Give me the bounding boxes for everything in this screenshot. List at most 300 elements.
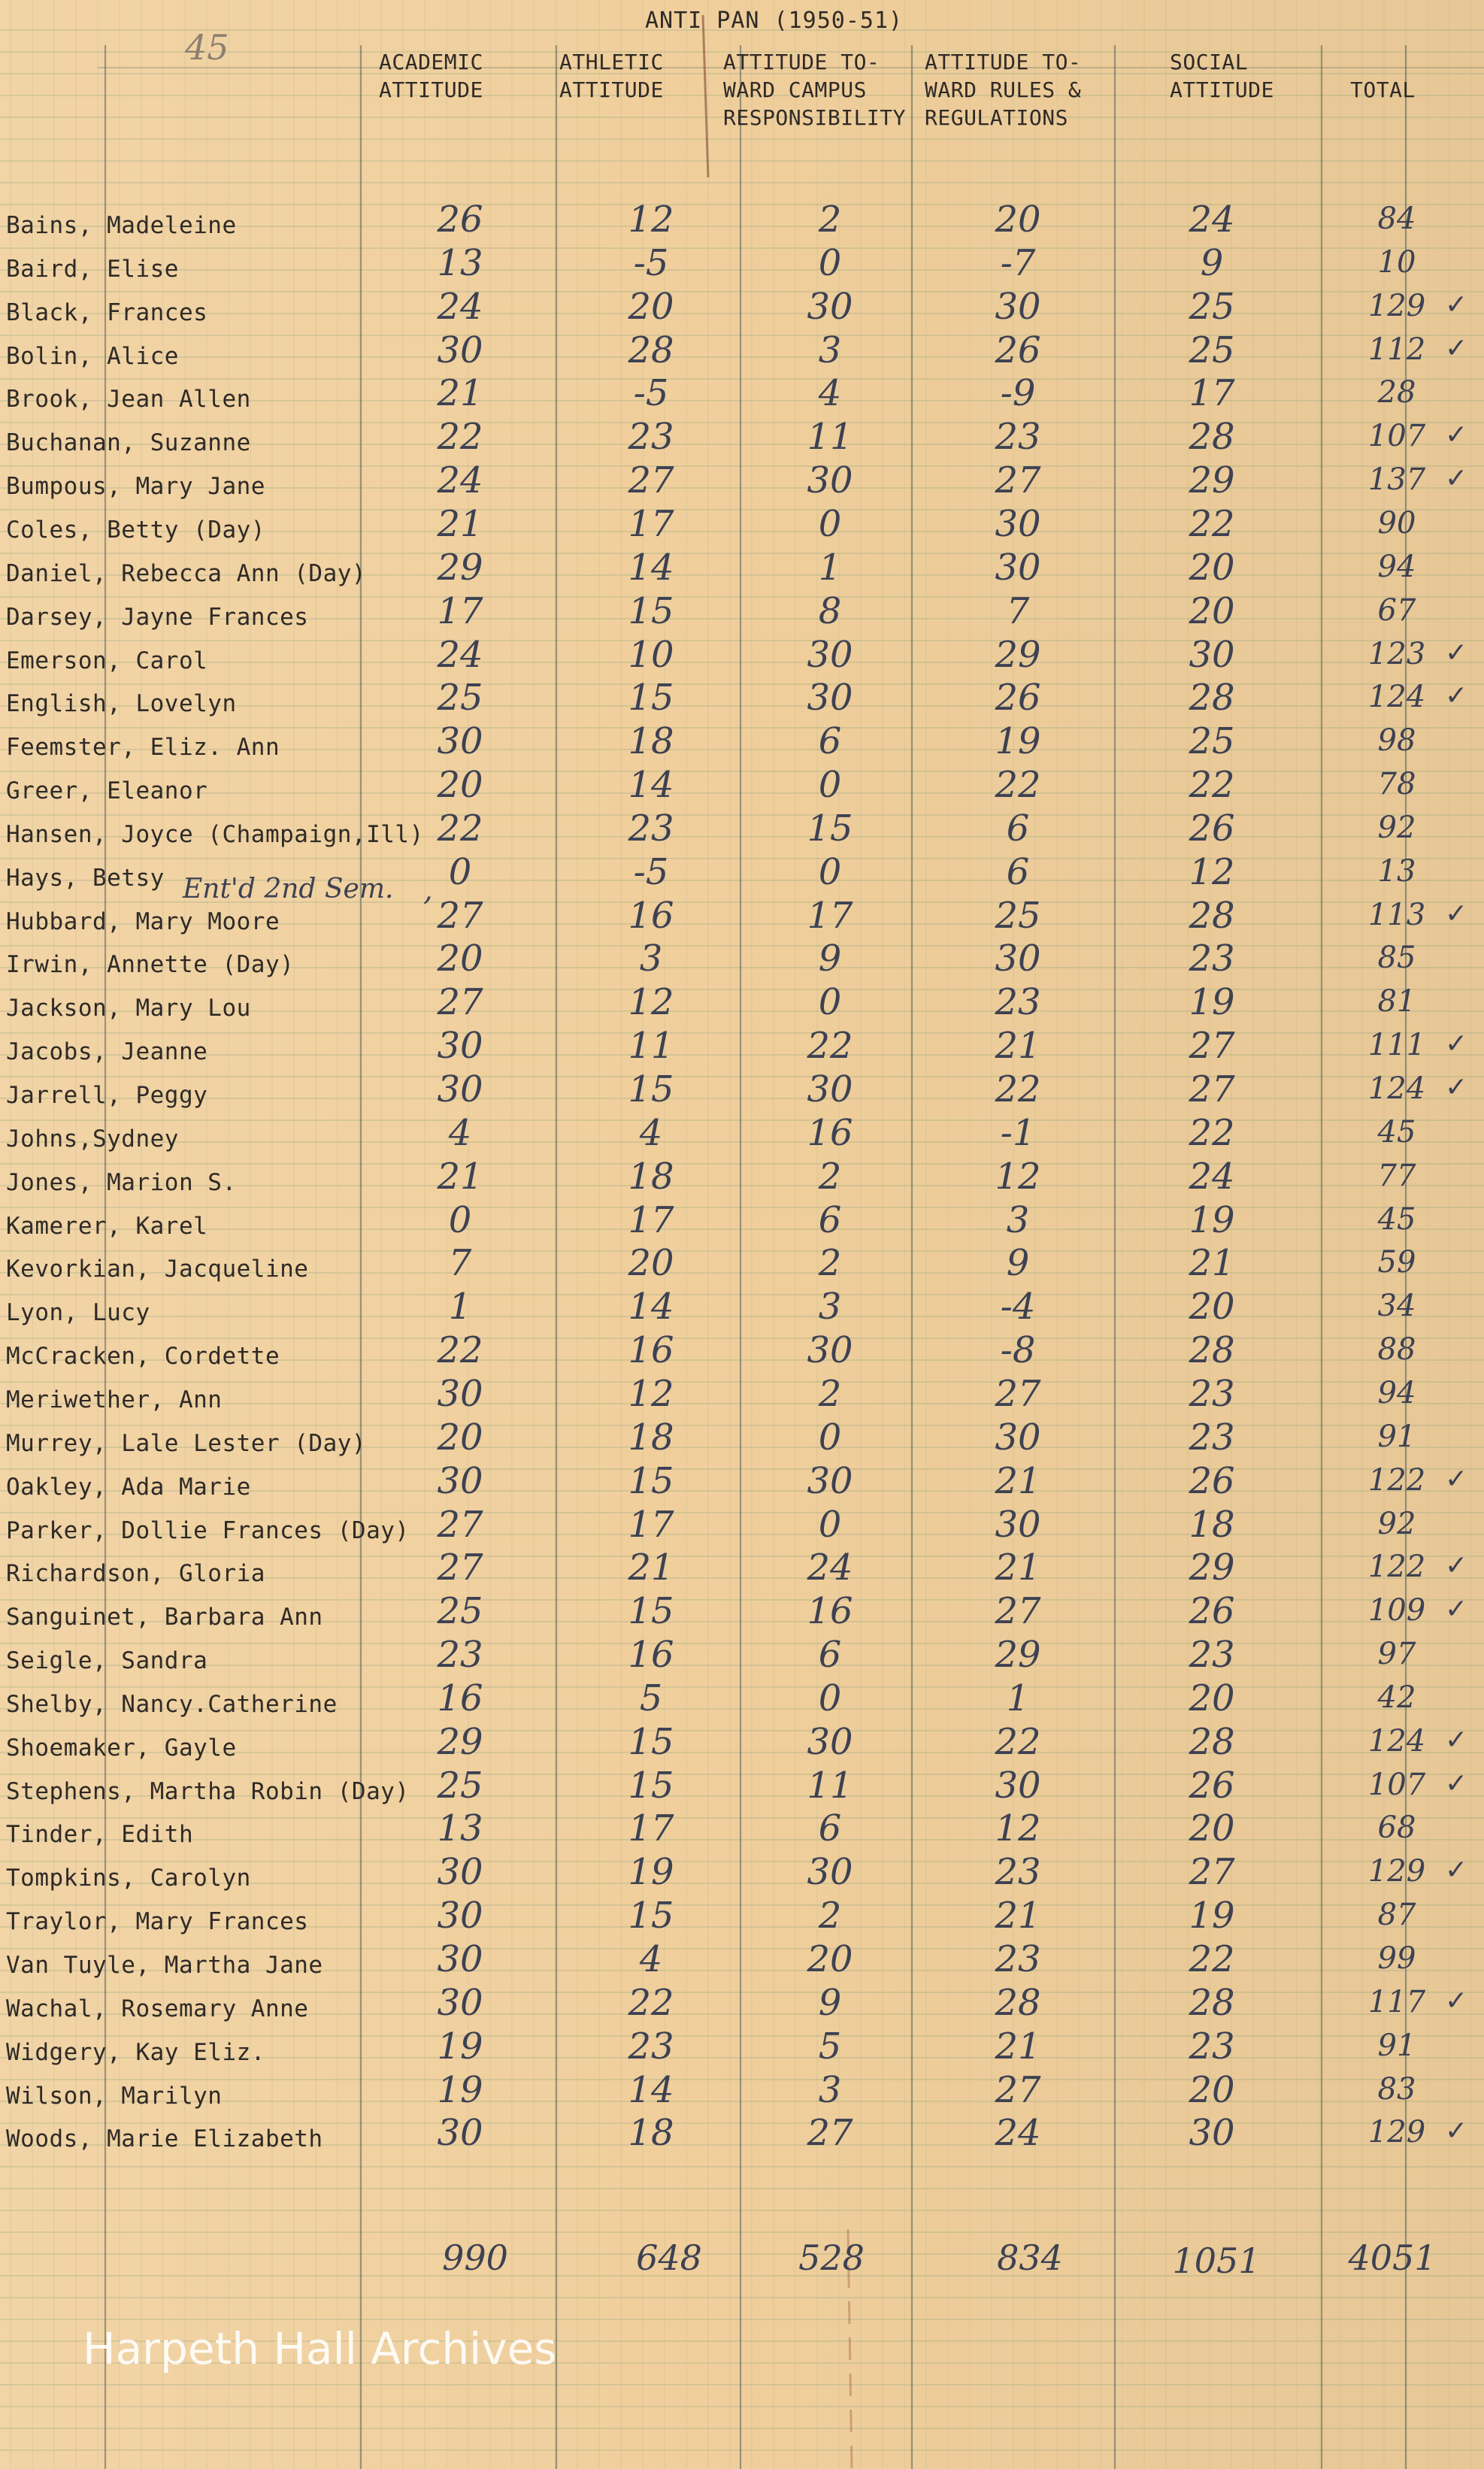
score-social: 23 [1189,2025,1235,2068]
score-athletic: 28 [628,329,674,371]
check-mark: ✓ [1445,1463,1468,1494]
score-total: 94 [1377,549,1416,584]
score-social: 22 [1189,1111,1235,1154]
check-mark: ✓ [1445,680,1468,711]
score-rules: 6 [1006,850,1030,893]
student-name: Bolin, Alice [6,342,179,370]
score-campus: 6 [818,720,842,763]
hays-entry-note: Ent'd 2nd Sem. [183,874,394,904]
check-mark: ✓ [1445,1072,1468,1102]
score-total: 85 [1377,941,1416,976]
check-mark: ✓ [1445,2116,1468,2146]
total-athletic: 648 [636,2237,702,2278]
score-campus: 30 [807,1851,853,1894]
student-name: English, Lovelyn [6,690,237,718]
score-athletic: 20 [628,1242,674,1285]
score-total: 124 [1367,1723,1426,1759]
score-rules: 23 [995,416,1041,459]
score-athletic: 27 [628,459,674,502]
score-athletic: 16 [628,894,674,937]
score-total: 90 [1377,505,1416,541]
score-campus: 9 [818,1981,842,2024]
score-social: 28 [1189,1329,1235,1372]
archive-watermark: Harpeth Hall Archives [83,2323,557,2374]
check-mark: ✓ [1445,1550,1468,1581]
score-academic: 30 [437,1025,483,1068]
score-athletic: 3 [639,938,663,980]
student-name: Brook, Jean Allen [6,386,251,414]
score-athletic: 17 [628,1198,674,1241]
score-total: 87 [1377,1898,1416,1933]
student-name: Feemster, Eliz. Ann [6,734,280,762]
total-campus: 528 [798,2237,865,2278]
score-social: 20 [1189,1286,1235,1328]
score-rules: 22 [995,764,1041,807]
score-campus: 2 [818,1372,842,1415]
score-rules: 3 [1006,1198,1030,1241]
student-name: Stephens, Martha Robin (Day) [6,1777,410,1805]
check-mark: ✓ [1445,1985,1468,2016]
score-athletic: 18 [628,2112,674,2155]
student-name: Van Tuyle, Martha Jane [6,1952,323,1979]
score-total: 34 [1377,1289,1416,1324]
score-campus: 2 [818,198,842,241]
score-academic: 16 [437,1677,483,1719]
score-total: 109 [1367,1593,1426,1628]
score-athletic: 23 [628,2025,674,2068]
score-campus: 0 [818,1677,842,1719]
score-social: 24 [1189,1155,1235,1198]
score-academic: 30 [437,2112,483,2155]
score-athletic: 15 [628,677,674,719]
score-campus: 8 [818,589,842,632]
score-athletic: 18 [628,720,674,763]
score-academic: 30 [437,1068,483,1110]
score-social: 24 [1189,198,1235,241]
student-name: Jarrell, Peggy [6,1082,208,1109]
score-athletic: 14 [628,764,674,807]
score-social: 23 [1189,1634,1235,1677]
page-number: 45 [185,27,229,68]
header-campus: ATTITUDE TO- WARD CAMPUS RESPONSIBILITY [723,50,907,130]
student-name: Oakley, Ada Marie [6,1473,251,1501]
score-campus: 3 [818,1286,842,1328]
total-grand: 4051 [1348,2237,1437,2278]
score-academic: 30 [437,1981,483,2024]
score-campus: 16 [807,1590,853,1633]
check-mark: ✓ [1445,1768,1468,1798]
score-athletic: 10 [628,633,674,676]
student-name: Kevorkian, Jacqueline [6,1256,309,1283]
score-social: 28 [1189,416,1235,459]
score-social: 19 [1189,1895,1235,1937]
score-total: 117 [1367,1984,1426,2019]
score-social: 29 [1189,459,1235,502]
score-campus: 30 [807,1068,853,1110]
score-social: 28 [1189,1720,1235,1763]
score-social: 25 [1189,285,1235,328]
score-academic: 30 [437,1851,483,1894]
score-total: 98 [1377,723,1416,759]
score-rules: -4 [1000,1286,1036,1328]
score-athletic: 21 [628,1547,674,1589]
check-mark: ✓ [1445,1594,1468,1625]
score-academic: 22 [437,1329,483,1372]
student-name: Jackson, Mary Lou [6,995,251,1022]
score-social: 20 [1189,2068,1235,2111]
score-social: 17 [1189,372,1235,415]
student-name: Woods, Marie Elizabeth [6,2125,323,2153]
total-social: 1051 [1172,2240,1261,2281]
student-name: Bains, Madeleine [6,212,237,239]
student-name: Black, Frances [6,298,208,326]
score-campus: 30 [807,633,853,676]
score-social: 20 [1189,1677,1235,1719]
student-name: Lyon, Lucy [6,1299,150,1327]
score-total: 97 [1377,1637,1416,1672]
student-name: Jones, Marion S. [6,1168,237,1196]
score-academic: 17 [437,589,483,632]
score-rules: 22 [995,1720,1041,1763]
score-rules: 22 [995,1068,1041,1110]
score-total: 42 [1377,1680,1416,1715]
check-mark: ✓ [1445,898,1468,929]
score-campus: 5 [818,2025,842,2068]
score-athletic: 15 [628,589,674,632]
score-campus: 0 [818,981,842,1024]
score-rules: 12 [995,1807,1041,1850]
score-social: 26 [1189,807,1235,850]
score-athletic: 15 [628,1895,674,1937]
check-mark: ✓ [1445,332,1468,363]
score-athletic: 14 [628,1286,674,1328]
score-rules: 1 [1006,1677,1030,1719]
score-rules: 7 [1006,589,1030,632]
score-rules: 26 [995,329,1041,371]
score-social: 22 [1189,1938,1235,1980]
score-rules: 19 [995,720,1041,763]
score-academic: 26 [437,198,483,241]
score-athletic: 23 [628,807,674,850]
score-total: 122 [1367,1462,1426,1498]
score-total: 112 [1367,332,1426,367]
score-academic: 21 [437,502,483,545]
score-campus: 22 [807,1025,853,1068]
score-academic: 13 [437,1807,483,1850]
score-campus: 1 [818,546,842,589]
score-academic: 22 [437,416,483,459]
check-mark: ✓ [1445,289,1468,320]
student-name: Emerson, Carol [6,647,208,674]
score-academic: 27 [437,1547,483,1589]
score-campus: 0 [818,502,842,545]
score-academic: 30 [437,720,483,763]
score-campus: 3 [818,2068,842,2111]
score-academic: 0 [448,1198,472,1241]
score-social: 23 [1189,1416,1235,1459]
score-campus: 2 [818,1242,842,1285]
score-total: 92 [1377,1506,1416,1541]
student-name: Darsey, Jayne Frances [6,603,309,631]
score-campus: 20 [807,1938,853,1980]
score-social: 23 [1189,1372,1235,1415]
score-social: 27 [1189,1851,1235,1894]
score-rules: 21 [995,1547,1041,1589]
header-academic: ACADEMIC ATTITUDE [379,50,483,102]
student-name: Coles, Betty (Day) [6,516,265,544]
score-rules: 30 [995,1416,1041,1459]
score-social: 28 [1189,1981,1235,2024]
student-name: Murrey, Lale Lester (Day) [6,1429,367,1457]
student-name: Meriwether, Ann [6,1386,223,1413]
score-athletic: 12 [628,198,674,241]
score-rules: 6 [1006,807,1030,850]
score-athletic: 4 [639,1938,663,1980]
score-campus: 30 [807,459,853,502]
score-social: 26 [1189,1764,1235,1807]
student-name: Hubbard, Mary Moore [6,907,280,935]
score-total: 59 [1377,1245,1416,1280]
score-academic: 24 [437,285,483,328]
score-rules: 21 [995,1025,1041,1068]
score-total: 94 [1377,1375,1416,1410]
archive-page: 45 ANTI PAN (1950-51) ACADEMIC ATTITUDE ATHLETIC ATTITUDE ATTITUDE TO- WARD CAMPUS RESPONSIBILITY ATTITUDE TO- WARD RULES & REGULATIONS SOCIAL ATTITUDE TOTAL Bains, Madeleine 26 12 2 20 24 84 Baird, Elise 13 -5 0 -7 9 10 Black, Frances 24 20 30 30 25 129 ✓ Bolin, Alice 30 28 3 26 25 112 ✓ Brook, Jean Allen 21 -5 4 -9 17 28 Buchanan, Suzanne 22 23 11 23 28 107 ✓ Bumpous, Mary Jane 24 27 30 27 29 137 ✓ Coles, Betty (Day) 21 17 0 30 22 90 Daniel, Rebecca Ann (Day) 29 14 1 30 20 94 Darsey, Jayne Frances 17 15 8 7 20 67 Emerson, Carol 24 10 30 29 30 123 ✓ English, Lovelyn 25 15 30 26 28 124 ✓ Feemster, Eliz. Ann 30 18 6 19 25 98 Greer, Eleanor 20 14 0 22 22 78 Hansen, Joyce (Champaign,Ill) 22 23 15 6 26 92 Hays, Betsy 0 -5 0 6 12 13 Hubbard, Mary Moore 27 16 17 25 28 113 ✓ Irwin, Annette (Day) 20 3 9 30 23 85 Jackson, Mary Lou 27 12 0 23 19 81 Jacobs, Jeanne 30 11 22 21 27 111 ✓ Jarrell, Peggy 30 15 30 22 27 124 ✓ Johns,Sydney 4 4 16 -1 22 45 Jones, Marion S. 21 18 2 12 24 77 Kamerer, Karel 0 17 6 3 19 45 Kevorkian, Jacqueline 7 20 2 9 21 59 Lyon, Lucy 1 14 3 -4 20 34 McCracken, Cordette 22 16 30 -8 28 88 Meriwether, Ann 30 12 2 27 23 94 Murrey, Lale Lester (Day) 20 18 0 30 23 91 Oakley, Ada Marie 30 15 30 21 26 122 ✓ Parker, Dollie Frances (Day) 27 17 0 30 18 92 Richardson, Gloria 27 21 24 21 29 122 ✓ Sanguinet, Barbara Ann 25 15 16 27 26 109 ✓ Seigle, Sandra 23 16 6 29 23 97 Shelby, Nancy.Catherine 16 5 0 1 20 42 Shoemaker, Gayle 29 15 30 22 28 124 ✓ Stephens, Martha Robin (Day) 25 15 11 30 26 107 ✓ Tinder, Edith 13 17 6 12 20 68 Tompkins, Carolyn 30 19 30 23 27 129 ✓ Traylor, Mary Frances 30 15 2 21 19 87 Van Tuyle, Martha Jane 30 4 20 23 22 99 Wachal, Rosemary Anne 30 22 9 28 28 117 ✓ Widgery, Kay Eliz. 19 23 5 21 23 91 Wilson, Marilyn 19 14 3 27 20 83 Woods, Marie Elizabeth 30 18 27 24 30 129 ✓ Ent'd 2nd Sem. , 990 648 528 834 1051 4051 Harpeth Hall Archives [0,0,1484,2469]
header-social: SOCIAL ATTITUDE [1170,50,1274,102]
header-athletic: ATHLETIC ATTITUDE [559,50,664,102]
score-social: 12 [1189,850,1235,893]
score-total: 77 [1377,1158,1416,1193]
score-social: 19 [1189,981,1235,1024]
score-rules: 27 [995,459,1041,502]
score-total: 124 [1367,680,1426,715]
score-campus: 0 [818,1416,842,1459]
score-social: 20 [1189,546,1235,589]
score-social: 28 [1189,894,1235,937]
student-name: Sanguinet, Barbara Ann [6,1604,323,1631]
score-total: 67 [1377,592,1416,628]
score-rules: 23 [995,1938,1041,1980]
score-academic: 27 [437,1503,483,1546]
score-academic: 20 [437,1416,483,1459]
student-name: Bumpous, Mary Jane [6,473,265,501]
score-social: 18 [1189,1503,1235,1546]
score-athletic: 15 [628,1590,674,1633]
score-athletic: -5 [633,372,669,415]
score-social: 30 [1189,633,1235,676]
score-rules: 30 [995,502,1041,545]
score-total: 91 [1377,2028,1416,2063]
student-name: Shelby, Nancy.Catherine [6,1690,338,1718]
score-rules: 23 [995,1851,1041,1894]
score-campus: 3 [818,329,842,371]
score-athletic: 15 [628,1068,674,1110]
score-academic: 19 [437,2025,483,2068]
score-academic: 23 [437,1634,483,1677]
score-total: 28 [1377,375,1416,410]
score-rules: 21 [995,1895,1041,1937]
score-campus: 0 [818,1503,842,1546]
score-rules: 30 [995,546,1041,589]
score-academic: 27 [437,981,483,1024]
score-academic: 29 [437,1720,483,1763]
score-campus: 9 [818,938,842,980]
student-name: Greer, Eleanor [6,777,208,805]
score-rules: 24 [995,2112,1041,2155]
check-mark: ✓ [1445,637,1468,668]
score-rules: 9 [1006,1242,1030,1285]
score-athletic: 14 [628,546,674,589]
score-academic: 30 [437,1372,483,1415]
header-total: TOTAL [1350,77,1416,102]
score-academic: 30 [437,1938,483,1980]
score-academic: 19 [437,2068,483,2111]
student-name: Parker, Dollie Frances (Day) [6,1516,410,1544]
student-name: Richardson, Gloria [6,1560,265,1588]
score-academic: 25 [437,677,483,719]
check-mark: ✓ [1445,1855,1468,1886]
score-social: 20 [1189,589,1235,632]
score-academic: 1 [448,1286,472,1328]
score-rules: 27 [995,2068,1041,2111]
score-total: 68 [1377,1810,1416,1846]
score-total: 78 [1377,767,1416,802]
score-academic: 29 [437,546,483,589]
score-rules: 29 [995,633,1041,676]
score-rules: 30 [995,1764,1041,1807]
score-campus: 30 [807,285,853,328]
score-campus: 2 [818,1155,842,1198]
score-academic: 21 [437,372,483,415]
student-name: Widgery, Kay Eliz. [6,2038,265,2066]
score-rules: 29 [995,1634,1041,1677]
student-name: Buchanan, Suzanne [6,429,251,457]
student-name: Daniel, Rebecca Ann (Day) [6,559,367,587]
score-social: 28 [1189,677,1235,719]
student-name: Wilson, Marilyn [6,2082,223,2110]
score-total: 137 [1367,462,1426,498]
student-name: Seigle, Sandra [6,1647,208,1675]
score-rules: -1 [1000,1111,1036,1154]
score-athletic: 14 [628,2068,674,2111]
score-total: 113 [1367,897,1426,932]
student-name: Jacobs, Jeanne [6,1038,208,1066]
score-social: 26 [1189,1459,1235,1502]
score-rules: 26 [995,677,1041,719]
score-campus: 24 [807,1547,853,1589]
score-total: 10 [1377,244,1416,280]
score-academic: 13 [437,241,483,284]
score-campus: 0 [818,764,842,807]
score-academic: 21 [437,1155,483,1198]
score-academic: 0 [448,850,472,893]
total-academic: 990 [442,2237,508,2278]
score-academic: 25 [437,1590,483,1633]
student-name: Baird, Elise [6,255,179,283]
score-campus: 11 [807,416,853,459]
score-total: 81 [1377,984,1416,1019]
check-mark: ✓ [1445,420,1468,450]
score-total: 122 [1367,1550,1426,1585]
score-campus: 27 [807,2112,853,2155]
check-mark: ✓ [1445,1028,1468,1059]
score-academic: 4 [448,1111,472,1154]
score-total: 107 [1367,419,1426,454]
score-campus: 6 [818,1198,842,1241]
score-rules: -7 [1000,241,1036,284]
score-total: 45 [1377,1114,1416,1150]
score-total: 111 [1367,1028,1426,1063]
student-name: Irwin, Annette (Day) [6,951,295,979]
score-social: 27 [1189,1025,1235,1068]
score-campus: 6 [818,1807,842,1850]
score-academic: 22 [437,807,483,850]
student-name: Wachal, Rosemary Anne [6,1995,309,2022]
score-athletic: 16 [628,1634,674,1677]
score-athletic: 12 [628,981,674,1024]
score-campus: 0 [818,850,842,893]
score-rules: -9 [1000,372,1036,415]
student-name: Hays, Betsy [6,864,165,892]
score-total: 91 [1377,1419,1416,1454]
score-athletic: 15 [628,1459,674,1502]
score-academic: 24 [437,633,483,676]
score-rules: 30 [995,938,1041,980]
score-total: 92 [1377,810,1416,845]
score-rules: 28 [995,1981,1041,2024]
score-total: 123 [1367,636,1426,671]
score-rules: 25 [995,894,1041,937]
score-athletic: 16 [628,1329,674,1372]
student-name: Hansen, Joyce (Champaign,Ill) [6,820,424,848]
score-total: 99 [1377,1941,1416,1976]
score-athletic: 18 [628,1155,674,1198]
score-rules: 27 [995,1590,1041,1633]
score-academic: 25 [437,1764,483,1807]
score-rules: 30 [995,1503,1041,1546]
total-rules: 834 [997,2237,1063,2278]
score-total: 13 [1377,853,1416,889]
score-athletic: 20 [628,285,674,328]
score-athletic: 17 [628,1807,674,1850]
score-campus: 11 [807,1764,853,1807]
score-academic: 7 [448,1242,472,1285]
score-campus: 16 [807,1111,853,1154]
score-social: 21 [1189,1242,1235,1285]
score-athletic: 19 [628,1851,674,1894]
score-academic: 30 [437,329,483,371]
header-rules: ATTITUDE TO- WARD RULES & REGULATIONS [925,50,1082,130]
score-rules: 30 [995,285,1041,328]
score-athletic: 22 [628,1981,674,2024]
score-athletic: 23 [628,416,674,459]
score-total: 107 [1367,1767,1426,1802]
score-rules: 20 [995,198,1041,241]
score-total: 45 [1377,1201,1416,1237]
score-total: 88 [1377,1332,1416,1368]
score-athletic: 11 [628,1025,674,1068]
score-social: 26 [1189,1590,1235,1633]
score-social: 22 [1189,764,1235,807]
score-athletic: 17 [628,502,674,545]
score-total: 129 [1367,2115,1426,2150]
score-social: 30 [1189,2112,1235,2155]
score-academic: 27 [437,894,483,937]
document-title: ANTI PAN (1950-51) [645,8,904,34]
score-athletic: 15 [628,1764,674,1807]
student-name: Tinder, Edith [6,1821,194,1849]
score-campus: 30 [807,1720,853,1763]
student-name: Johns,Sydney [6,1125,179,1153]
